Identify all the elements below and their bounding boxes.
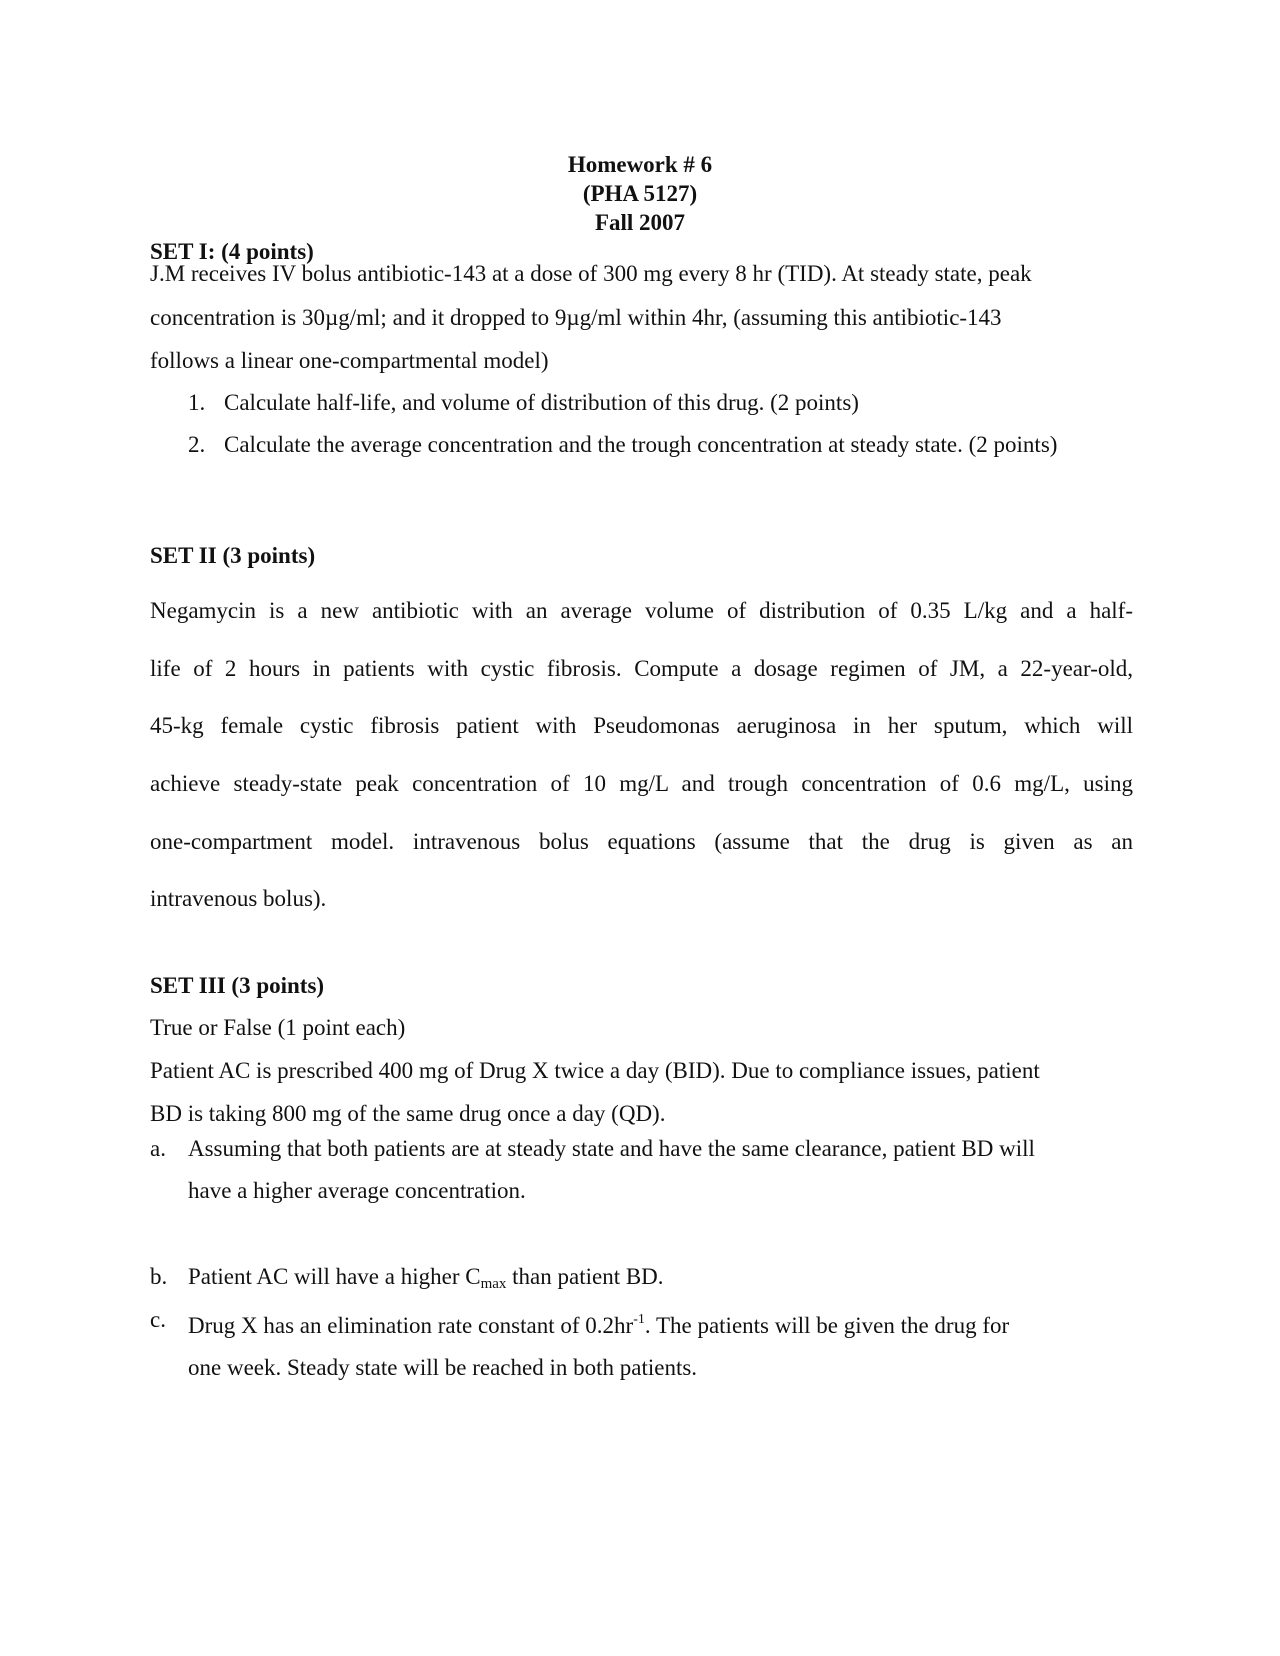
set2-heading: SET II (3 points): [150, 543, 316, 568]
question-number: 2.: [188, 432, 206, 457]
item-c-line-1: [188, 1299, 1108, 1347]
question-text: Calculate the average concentration and the trough concentration at steady state. (2 points): [224, 432, 1058, 457]
item-letter: c.: [150, 1307, 166, 1332]
item-b-text: [188, 1256, 1108, 1305]
homework-title: Homework # 6: [567, 152, 713, 177]
set2-line-2: life of 2 hours in patients with cystic fibrosis. Compute a dosage regimen of JM, a 22-year-old,: [150, 656, 1133, 681]
item-letter: a.: [150, 1136, 166, 1161]
item-c-text-start: Drug X has an elimination rate constant of 0.2hr: [188, 1313, 634, 1338]
set3-intro-line-2: BD is taking 800 mg of the same drug once a day (QD).: [150, 1101, 666, 1126]
set1-intro-line-1: J.M receives IV bolus antibiotic-143 at a dose of 300 mg every 8 hr (TID). At steady state, peak: [150, 261, 1032, 286]
course-code: (PHA 5127): [582, 181, 698, 206]
term: Fall 2007: [594, 210, 686, 235]
cmax-subscript: max: [480, 1276, 507, 1292]
set1-question-2: [188, 423, 1057, 467]
exponent-superscript: -1: [633, 1312, 645, 1327]
set1-intro-line-2: concentration is 30µg/ml; and it dropped to 9µg/ml within 4hr, (assuming this antibiotic-143: [150, 305, 1002, 330]
set1-question-1: [188, 381, 859, 425]
set1-intro-line-3: follows a linear one-compartmental model): [150, 348, 549, 373]
question-number: 1.: [188, 390, 206, 415]
item-b-text-start: Patient AC will have a higher C: [188, 1264, 481, 1289]
item-c-line-2: one week. Steady state will be reached in both patients.: [188, 1355, 698, 1380]
set3-intro-line-1: Patient AC is prescribed 400 mg of Drug X twice a day (BID). Due to compliance issues, patient: [150, 1058, 1040, 1083]
set2-line-1: Negamycin is a new antibiotic with an average volume of distribution of 0.35 L/kg and a half-: [150, 598, 1133, 623]
item-c-text-end: . The patients will be given the drug for: [644, 1313, 1010, 1338]
item-a-line-2: have a higher average concentration.: [188, 1178, 526, 1203]
set2-line-3: 45-kg female cystic fibrosis patient with Pseudomonas aeruginosa in her sputum, which will: [150, 713, 1133, 738]
set2-line-6: intravenous bolus).: [150, 886, 327, 911]
set3-subheading: True or False (1 point each): [150, 1015, 406, 1040]
item-a-line-1: Assuming that both patients are at steady state and have the same clearance, patient BD will: [188, 1136, 1035, 1161]
set1-heading: SET I: (4 points): [150, 239, 314, 264]
item-a-text: [188, 1128, 1108, 1212]
set3-heading: SET III (3 points): [150, 973, 325, 998]
item-letter: b.: [150, 1264, 168, 1289]
question-text: Calculate half-life, and volume of distribution of this drug. (2 points): [224, 390, 859, 415]
document-header: [0, 150, 1280, 237]
set2-line-5: one-compartment model. intravenous bolus equations (assume that the drug is given as an: [150, 829, 1133, 854]
item-c-text: [188, 1299, 1108, 1389]
item-b-text-end: than patient BD.: [506, 1264, 664, 1289]
set2-line-4: achieve steady-state peak concentration of 10 mg/L and trough concentration of 0.6 mg/L, using: [150, 771, 1133, 796]
